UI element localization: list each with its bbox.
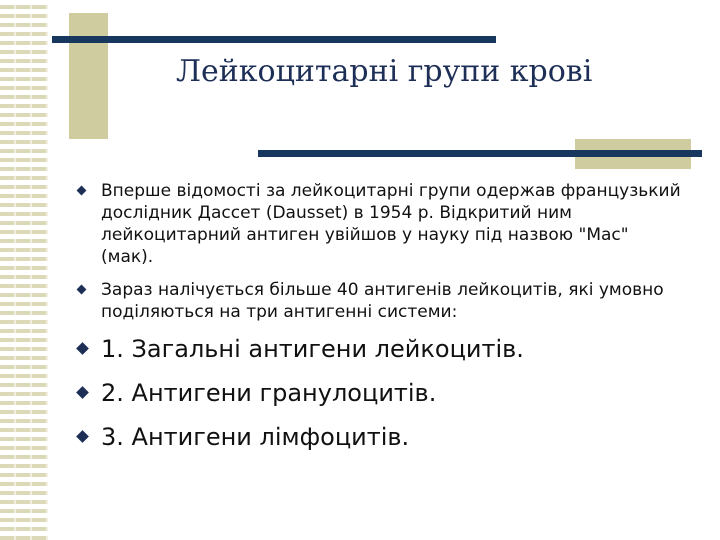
bullet-text: Зараз налічується більше 40 антигенів лейкоцитів, які умовно поділяються на три антигенні системи: (101, 280, 664, 322)
diamond-bullet-icon (76, 342, 89, 355)
bullet-text: Вперше відомості за лейкоцитарні групи одержав французький дослідник Дассет (Dausset) в 1954 р. Відкритий ним лейкоцитарний антиген увійшов у науку під назвою "Mac" (мак). (101, 181, 681, 267)
slide-title: Лейкоцитарні групи крові (176, 54, 593, 89)
bullet-item-history (76, 180, 686, 268)
bullet-item-granulocyte-antigens (76, 378, 686, 408)
diamond-bullet-icon (76, 386, 89, 399)
navy-bar-top (52, 36, 496, 43)
bullet-list (76, 180, 686, 466)
striped-margin-overlay (0, 0, 48, 540)
diamond-bullet-icon (76, 430, 89, 443)
bullet-text: 1. Загальні антигени лейкоцитів. (101, 335, 524, 363)
bullet-item-general-antigens (76, 334, 686, 364)
bullet-text: 3. Антигени лімфоцитів. (101, 423, 410, 451)
diamond-bullet-icon (77, 285, 87, 295)
bullet-item-lymphocyte-antigens (76, 422, 686, 452)
navy-bar-bottom (258, 150, 702, 157)
bullet-item-count (76, 279, 686, 323)
diamond-bullet-icon (77, 186, 87, 196)
khaki-block-top (69, 13, 108, 139)
bullet-text: 2. Антигени гранулоцитів. (101, 379, 437, 407)
